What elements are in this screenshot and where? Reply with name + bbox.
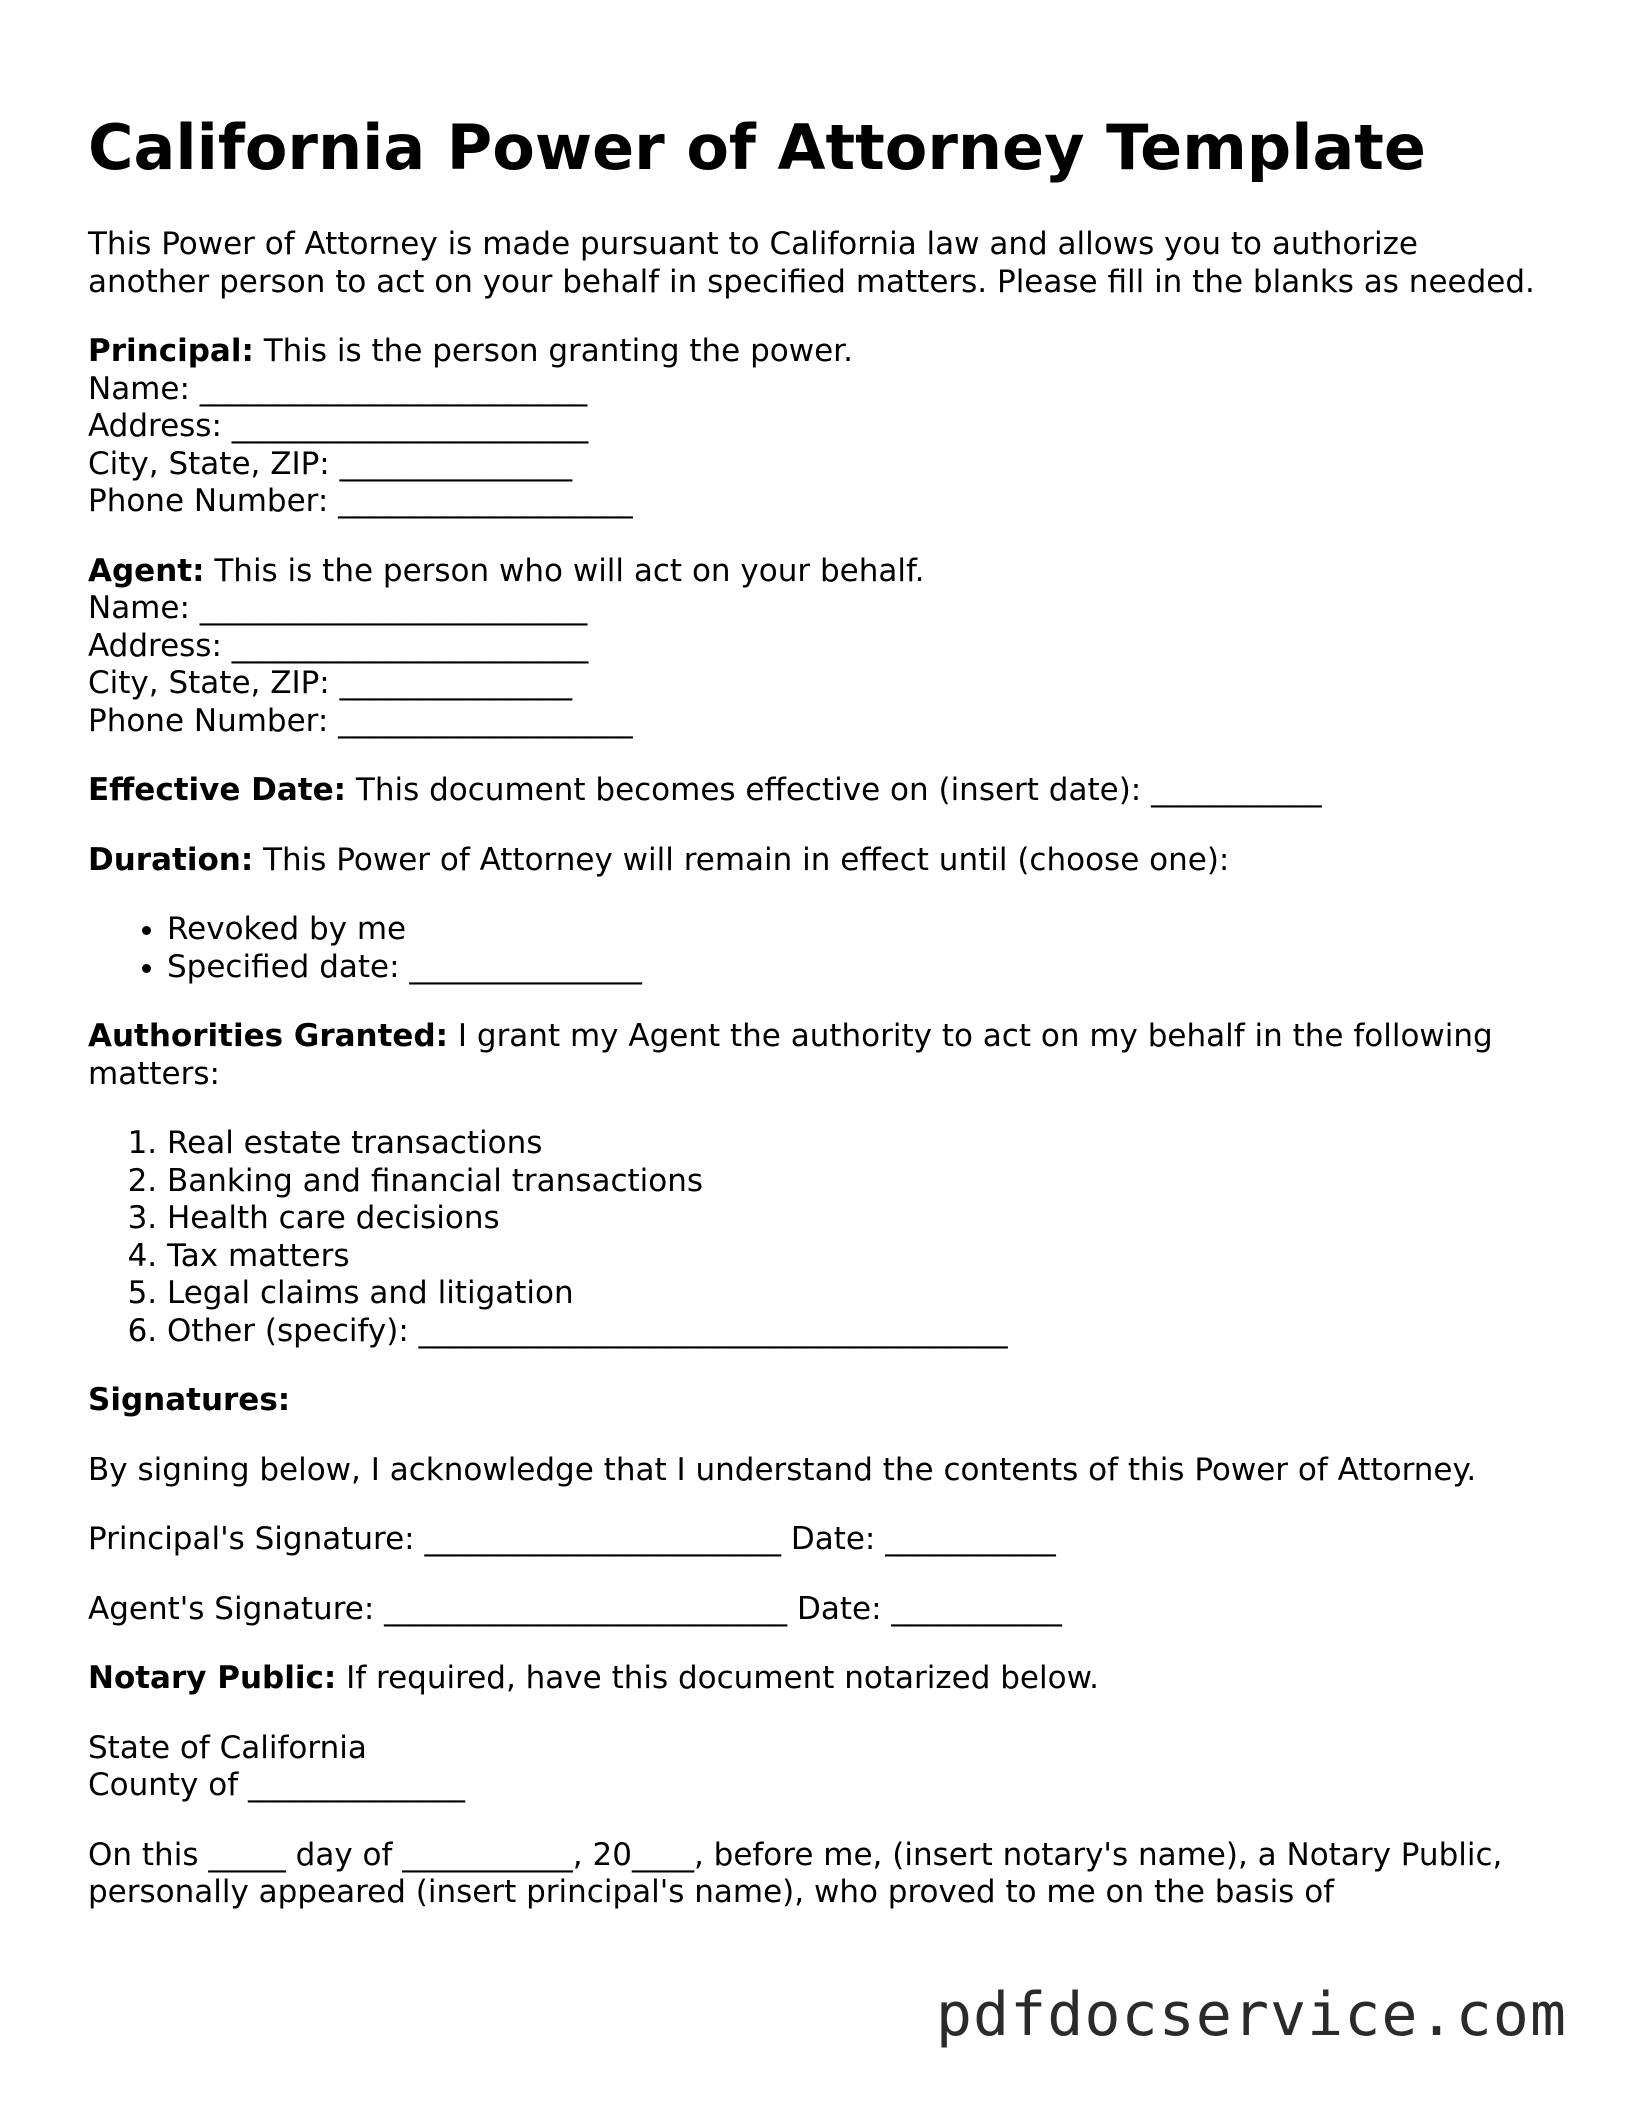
list-item: 3. Health care decisions [167,1200,1548,1238]
agent-section [88,553,1548,741]
principal-label: Principal: [88,333,254,369]
agent-name-field: Name: _________________________ [88,590,588,626]
intro-paragraph: This Power of Attorney is made pursuant to California law and allows you to authorize another person to act on your behalf in specified matters. Please fill in the blanks as needed. [88,226,1535,300]
principal-signature-line: Principal's Signature: _______________________ Date: ___________ [88,1521,1056,1557]
watermark-text: pdfdocservice.com [935,1980,1567,2050]
list-item: 1. Real estate transactions [167,1125,1548,1163]
list-item: • Specified date: _______________ [167,949,1548,987]
notary-section [88,1660,1548,1698]
agent-phone-field: Phone Number: ___________________ [88,702,633,739]
principal-address-field: Address: _______________________ [88,408,589,444]
principal-heading-line [88,333,1548,371]
list-item: 4. Tax matters [167,1238,1548,1276]
authorities-label: Authorities Granted: [88,1018,449,1054]
agent-label: Agent: [88,552,205,589]
effective-date-section [88,772,1548,810]
list-item: 2. Banking and financial transactions [167,1163,1548,1201]
notary-state: State of California [88,1729,367,1766]
authorities-section [88,1018,1548,1093]
duration-options-list [88,911,1548,986]
agent-heading-line [88,553,1548,591]
agent-city-field: City, State, ZIP: _______________ [88,665,573,701]
principal-phone-field: Phone Number: ___________________ [88,483,633,519]
list-item: • Revoked by me [167,911,1548,949]
notary-county: County of ______________ [88,1767,465,1803]
principal-section [88,333,1548,521]
authorities-list [88,1125,1548,1350]
page-title: California Power of Attorney Template [88,111,1426,184]
list-item: 5. Legal claims and litigation [167,1275,1548,1313]
signatures-acknowledgement: By signing below, I acknowledge that I understand the contents of this Power of Attorney. [88,1451,1477,1488]
duration-section [88,842,1548,880]
authorities-text: I grant my Agent the authority to act on my behalf in the following matters: [88,1018,1493,1092]
signatures-heading [88,1382,1548,1420]
effective-date-label: Effective Date: [88,772,347,808]
list-item: 6. Other (specify): ______________________________________ [167,1313,1548,1351]
effective-date-text: This document becomes effective on (insert date): ___________ [355,772,1322,808]
duration-text: This Power of Attorney will remain in effect until (choose one): [263,841,1230,878]
agent-signature-line: Agent's Signature: __________________________ Date: ___________ [88,1590,1062,1627]
principal-city-field: City, State, ZIP: _______________ [88,445,573,482]
principal-name-field: Name: _________________________ [88,370,588,407]
duration-label: Duration: [88,841,254,878]
document-page [88,110,1548,1944]
agent-address-field: Address: _______________________ [88,627,589,664]
signatures-label: Signatures: [88,1382,291,1418]
notary-label: Notary Public: [88,1660,337,1696]
notary-text: If required, have this document notarized below. [346,1660,1099,1696]
notary-statement: On this _____ day of ___________, 20____, before me, (insert notary's name), a Notary Public, personally appeared (insert principal's name), who proved to me on the basis of [88,1836,1503,1910]
notary-venue [88,1730,1548,1805]
principal-description: This is the person granting the power. [263,333,853,369]
agent-description: This is the person who will act on your behalf. [214,552,925,589]
